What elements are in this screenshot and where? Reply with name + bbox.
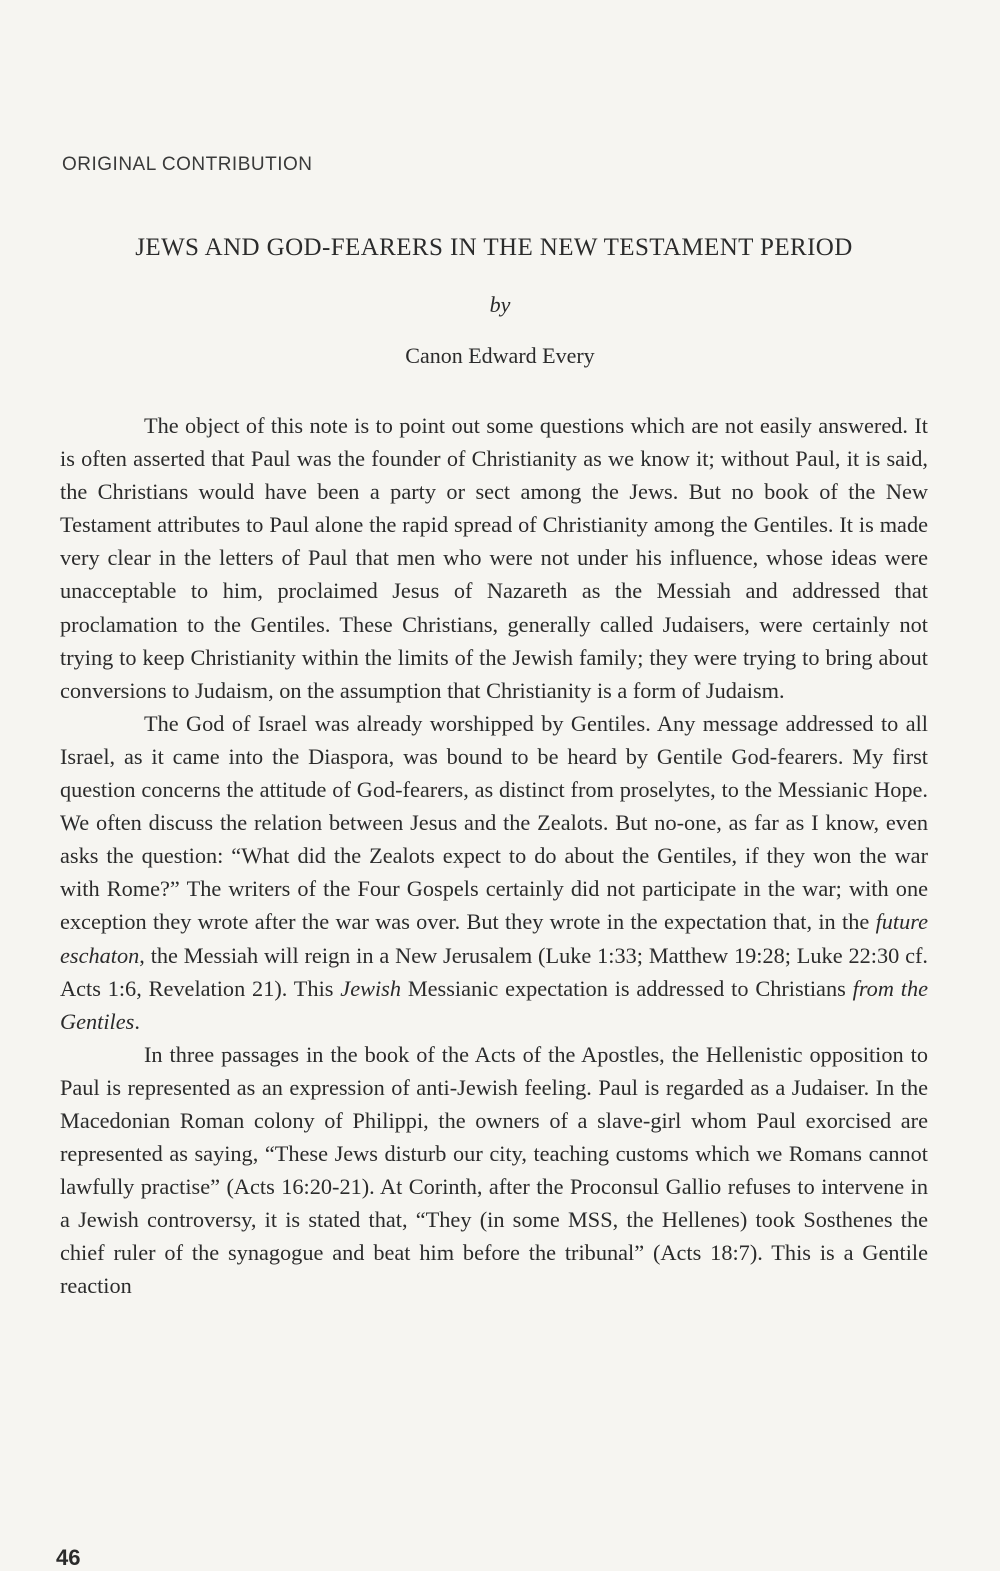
text-segment: . bbox=[134, 1008, 140, 1034]
paragraph bbox=[60, 707, 928, 1038]
article-body bbox=[60, 409, 928, 1303]
italic-segment: Jewish bbox=[340, 975, 401, 1001]
italic-segment: from the Gentiles bbox=[60, 975, 929, 1034]
text-segment: Messianic expectation is addressed to Christians bbox=[400, 975, 853, 1001]
byline-by: by bbox=[489, 292, 511, 317]
section-label: ORIGINAL CONTRIBUTION bbox=[62, 154, 313, 175]
text-segment: , the Messiah will reign in a New Jerusalem (Luke 1:33; Matthew 19:28; Luke 22:30 cf. Acts 1:6, Revelation 21). This bbox=[60, 942, 928, 1001]
author-name: Canon Edward Every bbox=[405, 343, 595, 368]
paragraph bbox=[60, 409, 928, 707]
italic-segment: future eschaton bbox=[60, 909, 928, 968]
article-title bbox=[0, 234, 1000, 262]
article-title-text: JEWS AND GOD-FEARERS IN THE NEW TESTAMENT PERIOD bbox=[135, 234, 853, 261]
page-number: 46 bbox=[56, 1545, 81, 1570]
text-segment: The object of this note is to point out some questions which are not easily answered. It is often asserted that Paul was the founder of Christianity as we know it; without Paul, it is said, the Christians would have been a party or sect among the Jews. But no book of the New Testament attributes to Paul alone the rapid spread of Christianity among the Gentiles. It is made very clear in the letters of Paul that men who were not under his influence, whose ideas were unacceptable to him, proclaimed Jesus of Nazareth as the Messiah and addressed that proclamation to the Gentiles. These Christians, generally called Judaisers, were certainly not trying to keep Christianity within the limits of the Jewish family; they were trying to bring about conversions to Judaism, on the assumption that Christianity is a form of Judaism. bbox=[60, 413, 928, 703]
text-segment: In three passages in the book of the Acts of the Apostles, the Hellenistic opposition to Paul is represented as an expression of anti-Jewish feeling. Paul is regarded as a Judaiser. In the Macedonian Roman colony of Philippi, the owners of a slave-girl whom Paul exorcised are represented as saying, “These Jews disturb our city, teaching customs which we Romans cannot lawfully practise” (Acts 16:20-21). At Corinth, after the Proconsul Gallio refuses to intervene in a Jewish controversy, it is stated that, “They (in some MSS, the Hellenes) took Sosthenes the chief ruler of the synagogue and beat him before the tribunal” (Acts 18:7). This is a Gentile reaction bbox=[60, 1041, 928, 1299]
text-segment: The God of Israel was already worshipped by Gentiles. Any message addressed to all Israel, as it came into the Diaspora, was bound to be heard by Gentile God-fearers. My first question concerns the attitude of God-fearers, as distinct from proselytes, to the Messianic Hope. We often discuss the relation between Jesus and the Zealots. But no-one, as far as I know, even asks the question: “What did the Zealots expect to do about the Gentiles, if they won the war with Rome?” The writers of the Four Gospels certainly did not participate in the war; with one exception they wrote after the war was over. But they wrote in the expectation that, in the bbox=[60, 710, 928, 935]
paragraph bbox=[60, 1038, 928, 1303]
